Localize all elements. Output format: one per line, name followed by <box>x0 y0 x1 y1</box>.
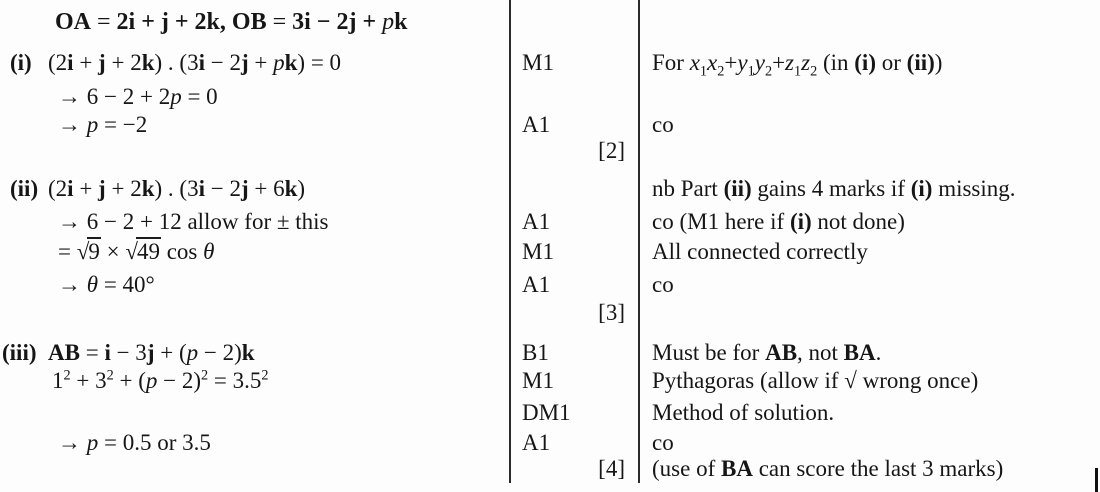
marks-cell <box>510 172 639 205</box>
comment-text: Must be for AB, not BA. <box>652 340 882 365</box>
working-cell <box>0 46 510 80</box>
working-text: → p = −2 <box>58 112 148 137</box>
working-text: (2i + j + 2k) . (3i − 2j + pk) = 0 <box>48 50 342 75</box>
comment-cell <box>639 80 1100 108</box>
working-cell <box>0 235 510 268</box>
part-label: (ii) <box>10 176 39 201</box>
working-cell <box>0 134 510 172</box>
working-cell <box>0 296 510 336</box>
working-text: = √9 × √49 cos θ <box>58 239 215 264</box>
comment-text: co <box>652 112 674 137</box>
mark-code: A1 <box>522 112 551 137</box>
marks-cell <box>510 235 639 268</box>
comment-cell <box>639 172 1100 205</box>
comment-cell <box>639 108 1100 137</box>
comment-cell <box>639 205 1100 235</box>
comment-text: co <box>652 272 674 297</box>
marks-cell <box>510 134 639 172</box>
working-cell <box>0 0 510 46</box>
part-ii-total: [3] <box>598 300 625 325</box>
mark-code: M1 <box>522 368 554 393</box>
working-cell <box>0 205 510 235</box>
mark-code: DM1 <box>522 400 571 425</box>
comment-text: For $x_1x_2+y_1y_2+z_1z_2$ (in (i) or (ii)) <box>652 50 943 80</box>
comment-cell <box>639 336 1100 364</box>
part-label: (iii) <box>2 340 37 365</box>
working-text: → 6 − 2 + 2p = 0 <box>58 84 218 109</box>
comment-text: Method of solution. <box>652 400 835 425</box>
column-divider-right <box>638 0 640 483</box>
working-cell <box>0 452 510 492</box>
given-vectors-text: OA = 2i + j + 2k, OB = 3i − 2j + pk <box>55 9 408 35</box>
comment-cell <box>639 296 1100 336</box>
comment-text: Pythagoras (allow if √ wrong once) <box>652 368 979 393</box>
comment-cell <box>639 46 1100 80</box>
working-cell <box>0 172 510 205</box>
mark-code: A1 <box>522 272 551 297</box>
comment-cell <box>639 364 1100 396</box>
cursor-artifact <box>1095 468 1098 492</box>
working-cell <box>0 108 510 137</box>
marks-cell <box>510 364 639 396</box>
column-divider-left <box>509 0 511 483</box>
marks-cell <box>510 336 639 364</box>
comment-cell <box>639 396 1100 426</box>
working-text: AB = i − 3j + (p − 2)k <box>48 340 255 365</box>
mark-code: A1 <box>522 430 551 455</box>
marks-cell <box>510 46 639 80</box>
marks-cell <box>510 452 639 492</box>
working-cell <box>0 426 510 455</box>
comment-cell <box>639 0 1100 46</box>
marks-cell <box>510 108 639 137</box>
working-text: → 6 − 2 + 12 allow for ± this <box>58 209 329 234</box>
comment-text: (use of BA can score the last 3 marks) <box>652 456 1004 481</box>
marks-cell <box>510 396 639 426</box>
working-text: $1^2 + 3^2 + (p - 2)^2 = 3.5^2$ <box>52 367 269 393</box>
comment-cell <box>639 426 1100 455</box>
marks-cell <box>510 268 639 296</box>
working-cell <box>0 268 510 296</box>
mark-code: M1 <box>522 50 554 75</box>
comment-text: All connected correctly <box>652 239 868 264</box>
part-label: (i) <box>10 50 32 75</box>
part-i-total: [2] <box>598 138 625 163</box>
mark-code: A1 <box>522 209 551 234</box>
working-text: → p = 0.5 or 3.5 <box>58 430 211 455</box>
marks-cell <box>510 426 639 455</box>
part-iii-total: [4] <box>598 456 625 481</box>
comment-text: co (M1 here if (i) not done) <box>652 209 905 234</box>
marks-cell <box>510 80 639 108</box>
marks-cell <box>510 0 639 46</box>
comment-cell <box>639 235 1100 268</box>
marks-cell <box>510 296 639 336</box>
working-text: (2i + j + 2k) . (3i − 2j + 6k) <box>48 176 306 201</box>
marks-cell <box>510 205 639 235</box>
working-cell <box>0 336 510 364</box>
comment-cell <box>639 268 1100 296</box>
comment-cell <box>639 452 1100 492</box>
working-text: → θ = 40° <box>58 272 155 297</box>
working-cell <box>0 80 510 108</box>
comment-text: nb Part (ii) gains 4 marks if (i) missing. <box>652 176 1016 201</box>
working-cell <box>0 396 510 426</box>
mark-code: M1 <box>522 239 554 264</box>
working-cell <box>0 364 510 396</box>
comment-text: co <box>652 430 674 455</box>
comment-cell <box>639 134 1100 172</box>
mark-code: B1 <box>522 340 549 365</box>
